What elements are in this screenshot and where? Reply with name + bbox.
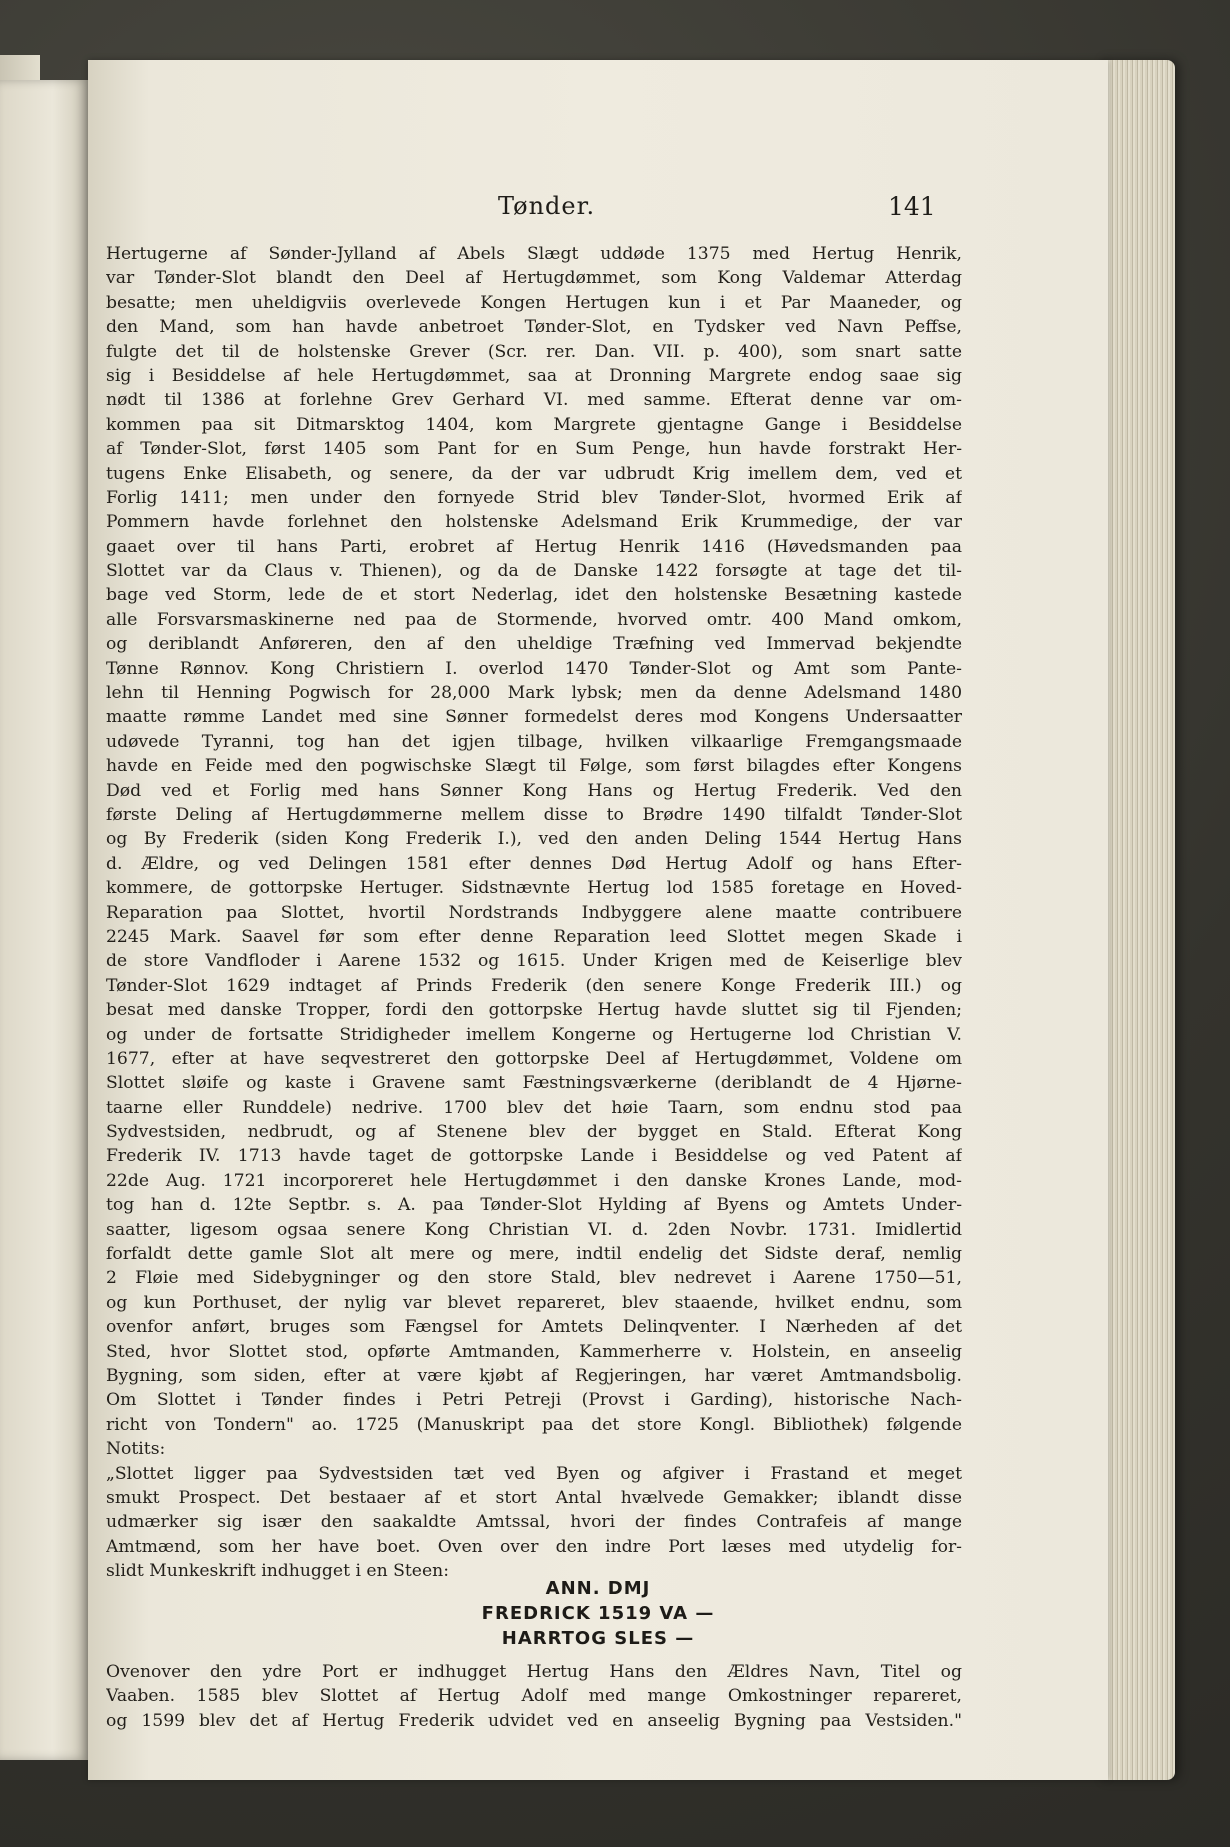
text-line: og 1599 blev det af Hertug Frederik udvidet ved en anseelig Bygning paa Vestsiden." <box>106 1710 962 1731</box>
tail-text <box>106 1660 962 1733</box>
text-line: og By Frederik (siden Kong Frederik I.), ved den anden Deling 1544 Hertug Hans <box>106 829 962 850</box>
inscription-line: ANN. DMJ <box>545 1578 651 1599</box>
text-line: Forlig 1411; men under den fornyede Strid blev Tønder-Slot, hvormed Erik af <box>106 487 962 508</box>
text-line: Bygning, som siden, efter at være kjøbt af Regjeringen, har været Amtmandsbolig. <box>106 1365 962 1386</box>
text-line: Pommern havde forlehnet den holstenske Adelsmand Erik Krummedige, der var <box>106 512 962 533</box>
page-number: 141 <box>888 192 936 221</box>
text-line: ovenfor anført, bruges som Fængsel for Amtets Delinqventer. I Nærheden af det <box>106 1317 962 1338</box>
text-line: udøvede Tyranni, tog han det igjen tilbage, hvilken vilkaarlige Fremgangsmaade <box>106 731 962 752</box>
text-line: Slottet var da Claus v. Thienen), og da de Danske 1422 forsøgte at tage det til- <box>106 561 962 582</box>
text-line: richt von Tondern" ao. 1725 (Manuskript paa det store Kongl. Bibliothek) følgende <box>106 1414 962 1435</box>
text-line: den Mand, som han havde anbetroet Tønder-Slot, en Tydsker ved Navn Peffse, <box>106 317 962 338</box>
text-line: taarne eller Runddele) nedrive. 1700 blev det høie Taarn, som endnu stod paa <box>106 1097 962 1118</box>
text-line: 22de Aug. 1721 incorporeret hele Hertugdømmet i den danske Krones Lande, mod- <box>106 1170 962 1191</box>
text-line: maatte rømme Landet med sine Sønner formedelst deres mod Kongens Undersaatter <box>106 707 962 728</box>
text-line: tugens Enke Elisabeth, og senere, da der var udbrudt Krig imellem dem, ved et <box>106 463 962 484</box>
text-line: Reparation paa Slottet, hvortil Nordstrands Indbyggere alene maatte contribuere <box>106 902 962 923</box>
text-line: af Tønder-Slot, først 1405 som Pant for en Sum Penge, hun havde forstrakt Her- <box>106 439 962 460</box>
text-line: og kun Porthuset, der nylig var blevet repareret, blev staaende, hvilket endnu, som <box>106 1292 962 1313</box>
text-line: de store Vandfloder i Aarene 1532 og 1615. Under Krigen med de Keiserlige blev <box>106 951 962 972</box>
body-text <box>106 242 962 1583</box>
text-line: tog han d. 12te Septbr. s. A. paa Tønder-Slot Hylding af Byens og Amtets Under- <box>106 1195 962 1216</box>
text-line: kommere, de gottorpske Hertuger. Sidstnævnte Hertug lod 1585 foretage en Hoved- <box>106 878 962 899</box>
text-line: sig i Besiddelse af hele Hertugdømmet, saa at Dronning Margrete endog saae sig <box>106 365 962 386</box>
text-line: udmærker sig især den saakaldte Amtssal, hvori der findes Contrafeis af mange <box>106 1512 962 1533</box>
text-line: fulgte det til de holstenske Grever (Scr. rer. Dan. VII. p. 400), som snart satte <box>106 341 962 362</box>
text-line: smukt Prospect. Det bestaaer af et stort Antal hvælvede Gemakker; iblandt disse <box>106 1487 962 1508</box>
text-line: lehn til Henning Pogwisch for 28,000 Mark lybsk; men da denne Adelsmand 1480 <box>106 683 962 704</box>
running-head: Tønder. <box>498 192 596 220</box>
text-line: besat med danske Tropper, fordi den gottorpske Hertug havde sluttet sig til Fjenden; <box>106 1000 962 1021</box>
text-line: d. Ældre, og ved Delingen 1581 efter dennes Død Hertug Adolf og hans Efter- <box>106 853 962 874</box>
text-line: var Tønder-Slot blandt den Deel af Hertugdømmet, som Kong Valdemar Atterdag <box>106 268 962 289</box>
page-header <box>88 192 1108 232</box>
text-line: Hertugerne af Sønder-Jylland af Abels Slægt uddøde 1375 med Hertug Henrik, <box>106 244 962 264</box>
inscription-line: HARRTOG SLES — <box>501 1628 695 1649</box>
text-line: Om Slottet i Tønder findes i Petri Petreji (Provst i Garding), historische Nach- <box>106 1390 962 1411</box>
text-line: forfaldt dette gamle Slot alt mere og mere, indtil endelig det Sidste deraf, nemlig <box>106 1244 962 1265</box>
text-line: slidt Munkeskrift indhugget i en Steen: <box>106 1561 449 1582</box>
text-line: første Deling af Hertugdømmerne mellem disse to Brødre 1490 tilfaldt Tønder-Slot <box>106 804 962 825</box>
text-line: Slottet sløife og kaste i Gravene samt Fæstningsværkerne (deriblandt de 4 Hjørne- <box>106 1073 962 1094</box>
text-line: nødt til 1386 at forlehne Grev Gerhard VI. med samme. Efterat denne var om- <box>106 390 962 411</box>
text-line: gaaet over til hans Parti, erobret af Hertug Henrik 1416 (Høvedsmanden paa <box>106 536 962 557</box>
text-line: kommen paa sit Ditmarsktog 1404, kom Margrete gjentagne Gange i Besiddelse <box>106 414 962 435</box>
text-line: og deriblandt Anføreren, den af den uheldige Træfning ved Immervad bekjendte <box>106 634 962 655</box>
text-line: Frederik IV. 1713 havde taget de gottorpske Lande i Besiddelse og ved Patent af <box>106 1146 962 1167</box>
text-line: Amtmænd, som her have boet. Oven over den indre Port læses med utydelig for- <box>106 1536 962 1557</box>
text-line: Sted, hvor Slottet stod, opførte Amtmanden, Kammerherre v. Holstein, en anseelig <box>106 1341 962 1362</box>
text-line: Vaaben. 1585 blev Slottet af Hertug Adolf med mange Omkostninger repareret, <box>106 1686 962 1707</box>
text-line: Tønne Rønnov. Kong Christiern I. overlod 1470 Tønder-Slot og Amt som Pante- <box>106 658 962 679</box>
page-stack-edge <box>1100 60 1175 1780</box>
text-line: 2 Fløie med Sidebygninger og den store Stald, blev nedrevet i Aarene 1750—51, <box>106 1268 962 1289</box>
left-page <box>0 80 88 1760</box>
text-line: Sydvestsiden, nedbrudt, og af Stenene blev der bygget en Stald. Efterat Kong <box>106 1122 962 1143</box>
text-line: besatte; men uheldigviis overlevede Kongen Hertugen kun i et Par Maaneder, og <box>106 292 962 313</box>
text-line: 2245 Mark. Saavel før som efter denne Reparation leed Slottet megen Skade i <box>106 926 962 947</box>
text-line: 1677, efter at have seqvestreret den gottorpske Deel af Hertugdømmet, Voldene om <box>106 1048 962 1069</box>
text-line: bage ved Storm, lede de et stort Nederlag, idet den holstenske Besætning kastede <box>106 585 962 606</box>
text-line: havde en Feide med den pogwischske Slægt til Følge, som først bilagdes efter Kongens <box>106 756 962 777</box>
inscription-line: FREDRICK 1519 VA — <box>481 1603 715 1624</box>
text-line: Tønder-Slot 1629 indtaget af Prinds Frederik (den senere Konge Frederik III.) og <box>106 975 962 996</box>
text-line: Ovenover den ydre Port er indhugget Hertug Hans den Ældres Navn, Titel og <box>106 1662 962 1682</box>
book-page <box>88 60 1108 1780</box>
text-line: Død ved et Forlig med hans Sønner Kong Hans og Hertug Frederik. Ved den <box>106 780 962 801</box>
text-line: alle Forsvarsmaskinerne ned paa de Stormende, hvorved omtr. 400 Mand omkom, <box>106 609 962 630</box>
text-line: „Slottet ligger paa Sydvestsiden tæt ved Byen og afgiver i Frastand et meget <box>106 1463 962 1484</box>
text-line: Notits: <box>106 1439 166 1460</box>
text-line: saatter, ligesom ogsaa senere Kong Christian VI. d. 2den Novbr. 1731. Imidlertid <box>106 1219 962 1240</box>
text-line: og under de fortsatte Stridigheder imellem Kongerne og Hertugerne lod Christian V. <box>106 1024 962 1045</box>
